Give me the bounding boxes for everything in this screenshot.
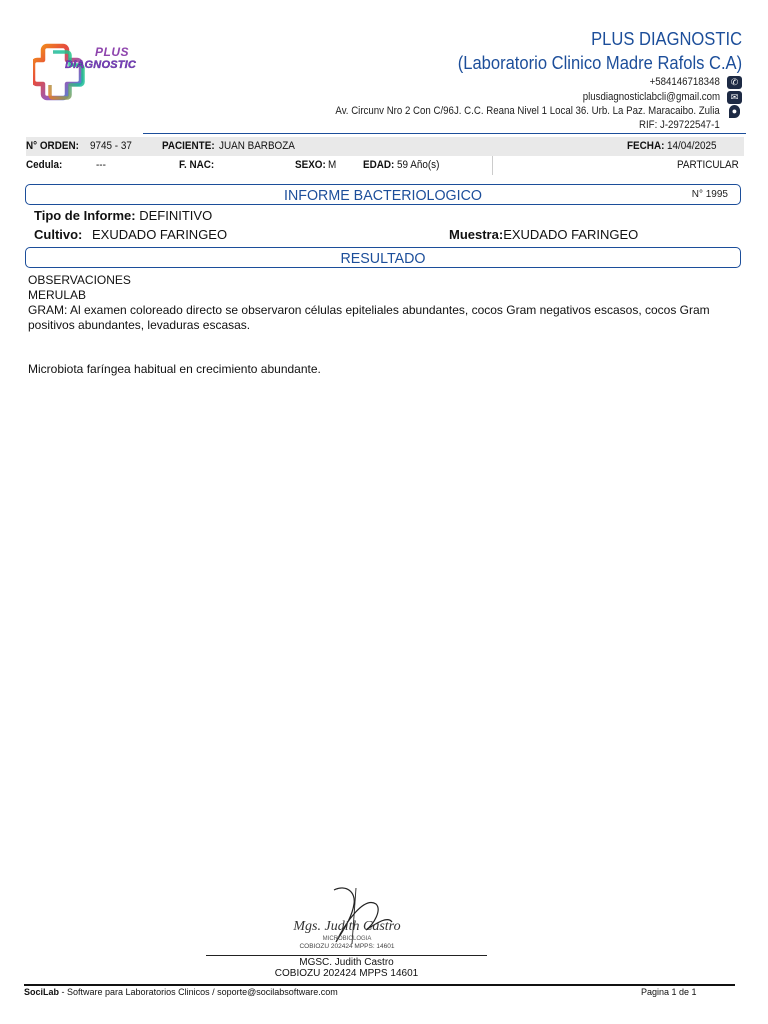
signature-script-name: Mgs. Judith Castro (293, 919, 401, 934)
footer-text: - Software para Laboratorios Clinicos / soporte@socilabsoftware.com (59, 987, 338, 997)
location-pin-icon: ● (729, 105, 740, 118)
observaciones-heading: OBSERVACIONES (28, 273, 131, 287)
cell-divider (492, 156, 493, 175)
phone-icon: ✆ (727, 76, 742, 89)
logo-wordmark (65, 46, 136, 72)
signature-stamp (206, 882, 488, 962)
gram-result: GRAM: Al examen coloreado directo se observaron células epiteliales abundantes, cocos Gram negativos escasos, cocos Gram positivos abundantes, levaduras escasas. (28, 303, 710, 332)
fecha-label: FECHA: (627, 140, 665, 152)
patient-type: PARTICULAR (677, 159, 739, 171)
report-header (0, 0, 768, 134)
paciente-label: PACIENTE: (162, 140, 215, 152)
signatory-name: MGSC. Judith Castro (299, 957, 394, 968)
stamp-line-2: COBIOZU 202424 MPPS: 14601 (299, 943, 395, 950)
cedula-value: --- (96, 159, 106, 171)
patient-info-row-2 (26, 156, 744, 175)
tipo-informe-value: DEFINITIVO (139, 208, 213, 223)
logo-word-plus: PLUS (95, 45, 130, 59)
lab-phone: +584146718348 (649, 76, 720, 88)
result-title: RESULTADO (340, 250, 426, 267)
cedula-label: Cedula: (26, 159, 63, 171)
muestra-value: EXUDADO FARINGEO (503, 227, 639, 242)
cultivo-value: EXUDADO FARINGEO (92, 227, 228, 242)
envelope-icon: ✉ (727, 91, 742, 104)
edad-value: 59 Año(s) (397, 159, 440, 171)
sexo-label: SEXO: (295, 159, 326, 171)
lab-email: plusdiagnosticlabcli@gmail.com (582, 91, 720, 103)
cultivo (34, 227, 227, 242)
page-number: Pagina 1 de 1 (641, 987, 697, 997)
footer-divider (24, 984, 735, 986)
patient-info-row-1 (26, 137, 744, 156)
muestra (449, 227, 638, 242)
merulab-line: MERULAB (28, 288, 87, 302)
cultivo-label: Cultivo: (34, 227, 83, 242)
report-title-box (25, 184, 741, 205)
sexo-value: M (328, 159, 337, 171)
footer-credit (24, 987, 338, 997)
logo-word-diagnostic: DIAGNOSTIC (65, 59, 137, 71)
report-title: INFORME BACTERIOLOGICO (284, 187, 482, 204)
edad-label: EDAD: (363, 159, 395, 171)
orden-value: 9745 - 37 (90, 140, 132, 152)
paciente-value: JUAN BARBOZA (219, 140, 295, 152)
tipo-informe-label: Tipo de Informe: (34, 208, 136, 223)
stamp-line-1: MICROBIOLOGIA (322, 936, 372, 942)
lab-subtitle: (Laboratorio Clinico Madre Rafols C.A) (457, 53, 742, 73)
signature-line (206, 955, 487, 956)
tipo-informe (34, 208, 212, 223)
signatory-registry: COBIOZU 202424 MPPS 14601 (274, 968, 419, 979)
footer-brand: SociLab (24, 987, 60, 997)
orden-label: N° ORDEN: (26, 140, 79, 152)
result-title-box (25, 247, 741, 268)
fecha-value: 14/04/2025 (667, 140, 717, 152)
header-divider (143, 133, 746, 134)
signatory (206, 957, 487, 979)
microbiota-result: Microbiota faríngea habitual en crecimiento abundante. (28, 362, 321, 376)
lab-name: PLUS DIAGNOSTIC (591, 29, 742, 49)
results-body (28, 273, 728, 377)
muestra-label: Muestra: (449, 227, 504, 242)
lab-rif: RIF: J-29722547-1 (639, 119, 720, 131)
fnac-label: F. NAC: (179, 159, 215, 171)
report-number: N° 1995 (691, 189, 728, 200)
lab-address: Av. Circunv Nro 2 Con C/96J. C.C. Reana Nivel 1 Local 36. Urb. La Paz. Maracaibo. Zulia (335, 105, 720, 117)
